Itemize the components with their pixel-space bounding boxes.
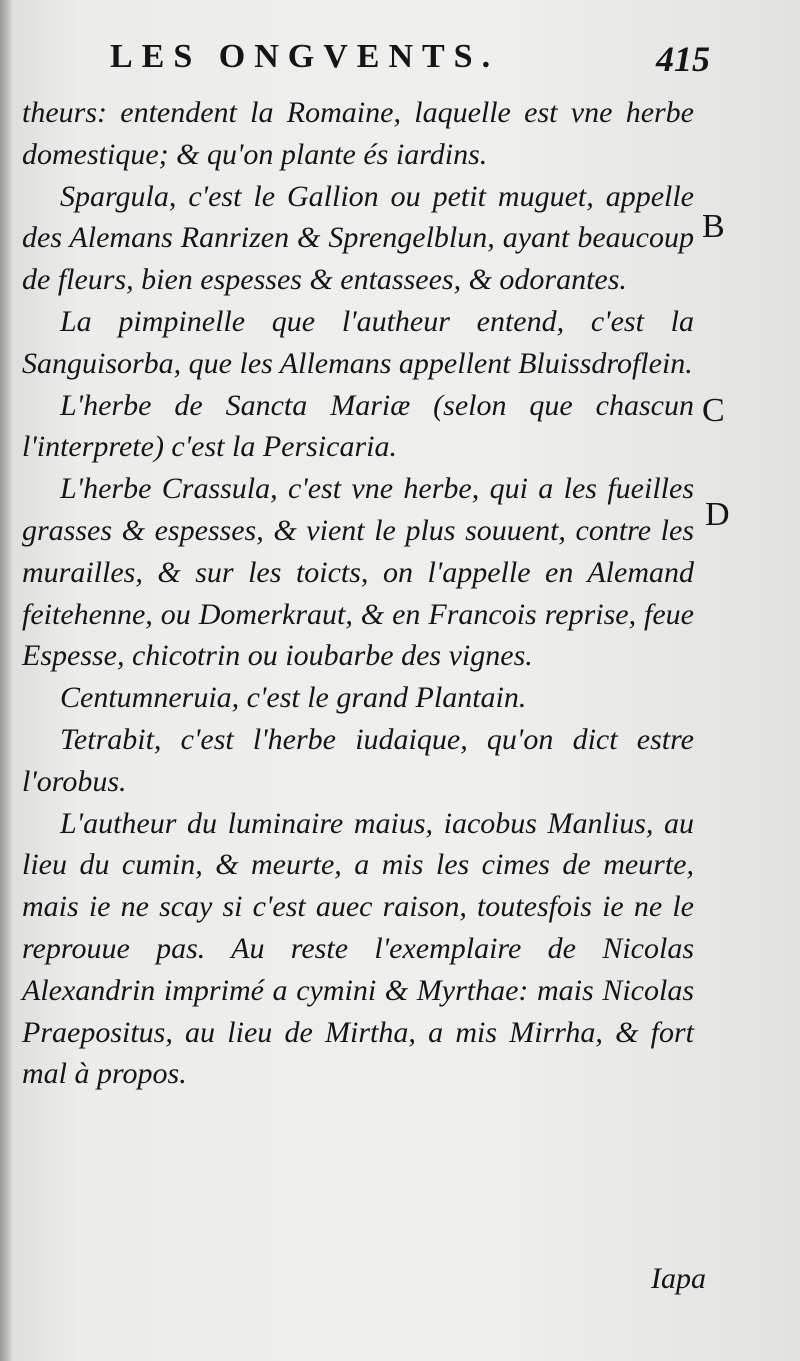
paragraph-tetrabit: Tetrabit, c'est l'herbe iudaique, qu'on dict estre l'orobus. [22,722,694,798]
paragraph-centumneruia: Centumneruia, c'est le grand Plantain. [60,681,527,715]
body-text [22,92,694,1095]
margin-marker-b: B [702,208,725,245]
paragraph-pimpinelle: La pimpinelle que l'autheur entend, c'est la Sanguisorba, que les Allemans appellent Bluissdroflein. [22,304,694,380]
page-header [110,30,710,90]
page-spine-shadow [0,0,12,1361]
margin-marker-d: D [705,496,730,533]
page-number: 415 [656,39,710,79]
paragraph-crassula: L'herbe Crassula, c'est vne herbe, qui a les fueilles grasses & espesses, & vient le plus souuent, contre les murailles, & sur les toicts, on l'appelle en Alemand feitehenne, ou Domerkraut, & en Francois reprise, feue Espesse, chicotrin ou ioubarbe des vignes. [22,472,694,673]
catchword: Iapa [651,1262,706,1295]
paragraph-sancta-mariae: L'herbe de Sancta Mariæ (selon que chascun l'interprete) c'est la Persicaria. [22,388,694,464]
running-title: LES ONGVENTS. [110,38,500,75]
paragraph-luminaire: L'autheur du luminaire maius, iacobus Manlius, au lieu du cumin, & meurte, a mis les cimes de meurte, mais ie ne scay si c'est auec raison, toutesfois ie ne le reprouue pas. Au reste l'exemplaire de Nicolas Alexandrin imprimé a cymini & Myrthae: mais Nicolas Praepositus, au lieu de Mirtha, a mis Mirrha, & fort mal à propos. [22,806,694,1091]
paragraph-spargula: Spargula, c'est le Gallion ou petit muguet, appelle des Alemans Ranrizen & Sprengelblun, ayant beaucoup de fleurs, bien espesses & entassees, & odorantes. [22,179,694,297]
paragraph-romaine: theurs: entendent la Romaine, laquelle est vne herbe domestique; & qu'on plante és iardins. [22,96,694,171]
margin-marker-c: C [702,392,725,429]
